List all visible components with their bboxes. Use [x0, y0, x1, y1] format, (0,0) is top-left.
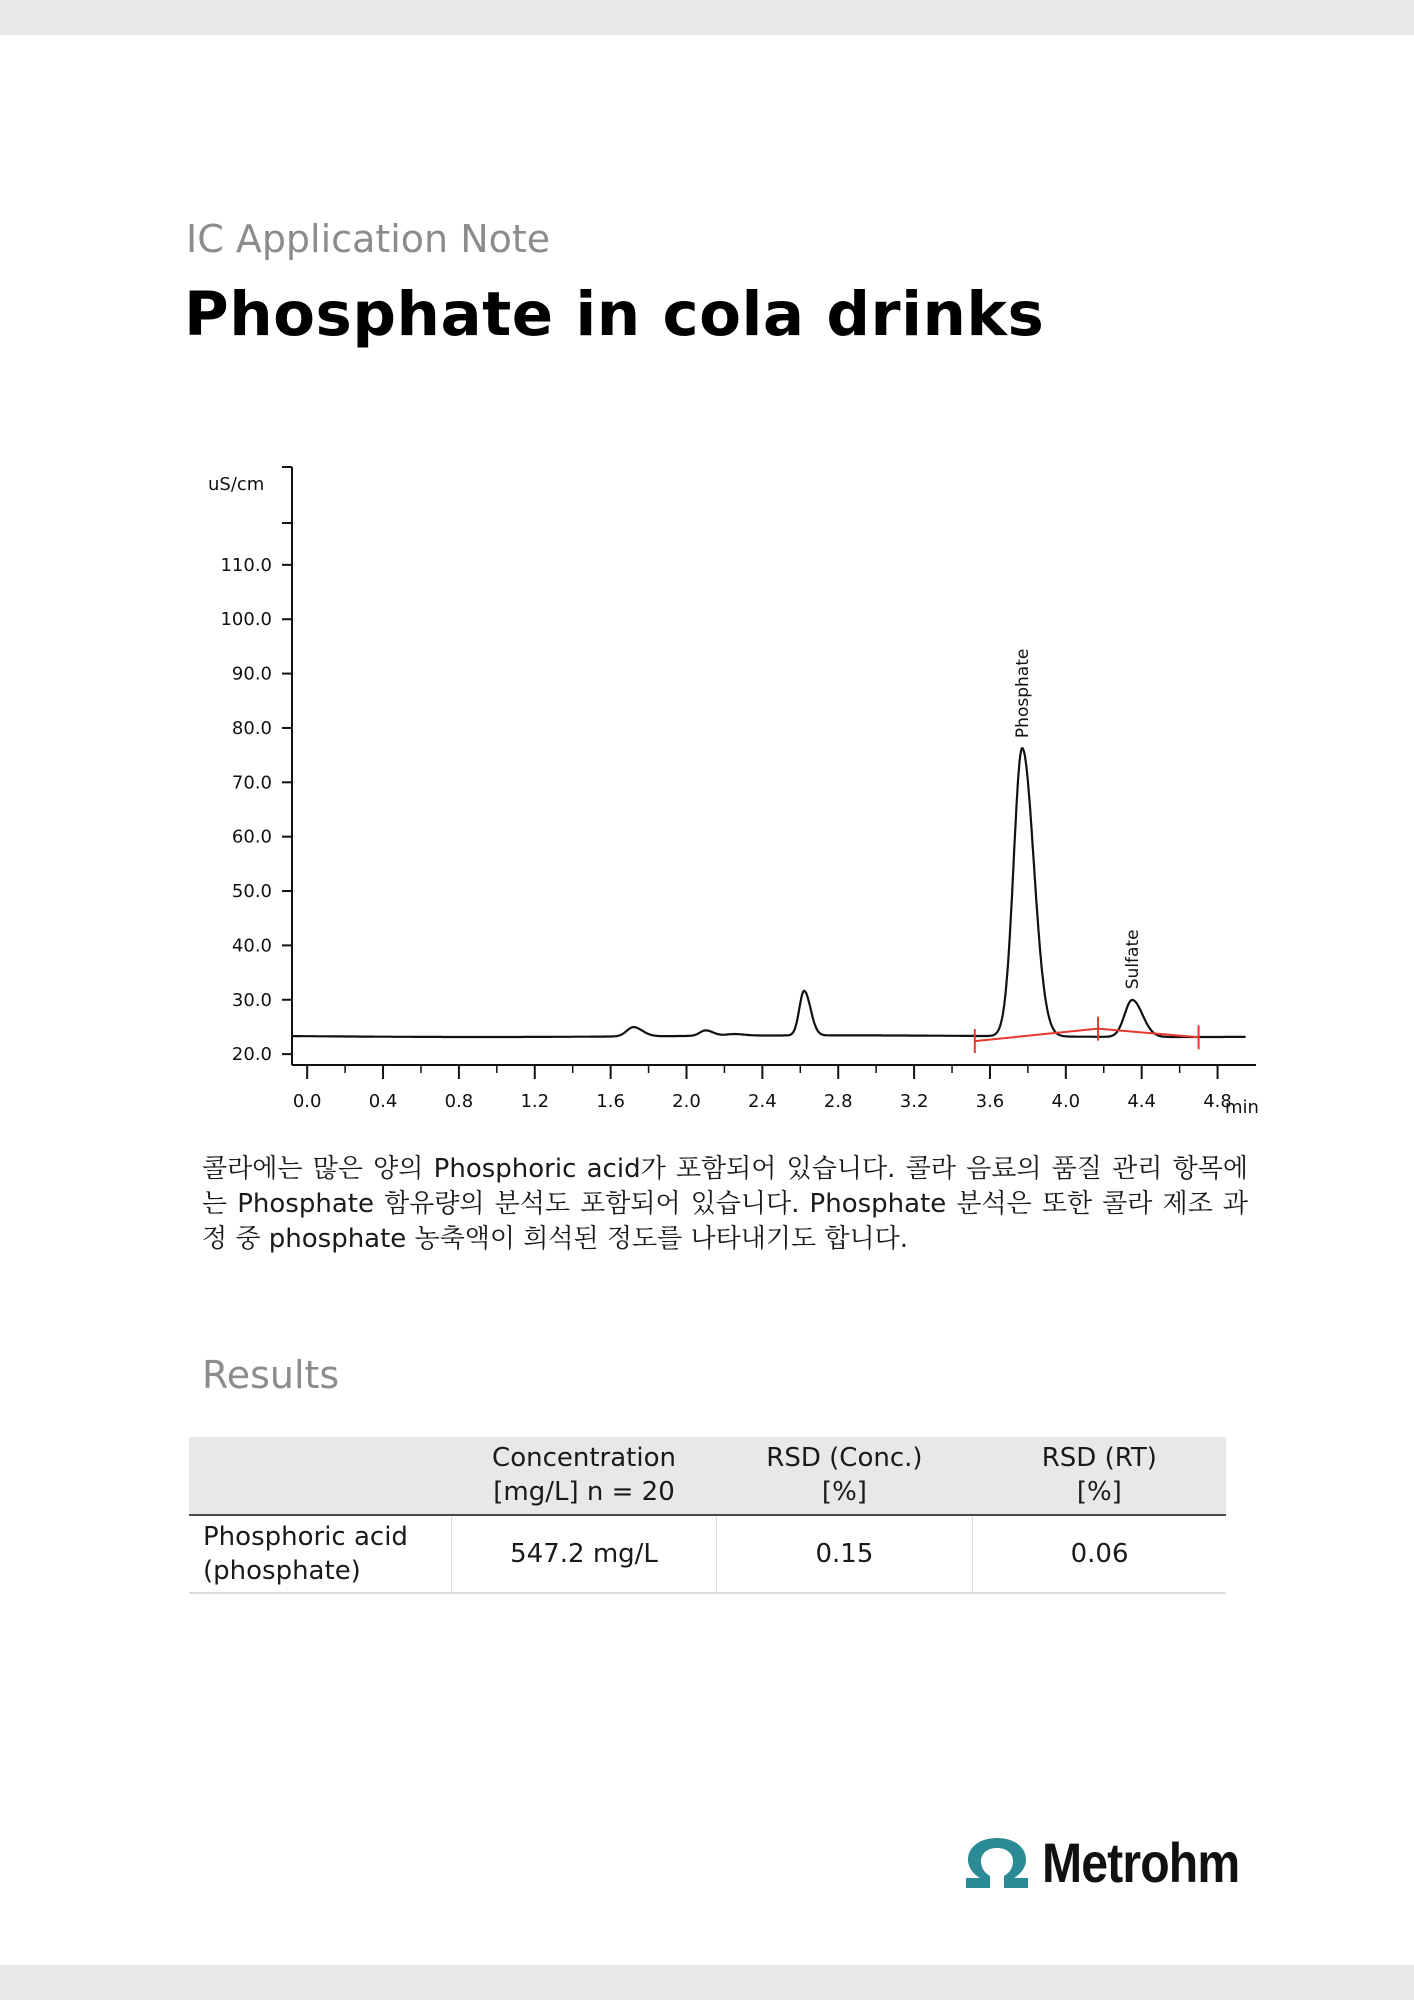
- x-tick-label: 0.4: [368, 1091, 398, 1112]
- header-rsd-rt-line1: RSD (RT): [1041, 1443, 1157, 1473]
- x-tick-label: 0.8: [444, 1091, 474, 1112]
- logo-text: Metrohm: [1042, 1831, 1240, 1894]
- cell-concentration: 547.2 mg/L: [452, 1515, 716, 1593]
- peak-label-sulfate: Sulfate: [1123, 929, 1144, 990]
- x-tick-label: 3.6: [975, 1091, 1005, 1112]
- y-tick-label: 50.0: [231, 881, 272, 903]
- header-concentration-line2: [mg/L] n = 20: [493, 1477, 675, 1507]
- analyte-line2: (phosphate): [203, 1556, 361, 1586]
- table-header-row: [189, 1437, 1226, 1515]
- results-table: [189, 1437, 1226, 1594]
- y-axis-label: uS/cm: [208, 474, 265, 495]
- table-header-empty: [189, 1437, 452, 1515]
- cell-rsd-rt: 0.06: [973, 1515, 1226, 1593]
- analyte-line1: Phosphoric acid: [203, 1522, 408, 1552]
- header-rsd-conc-line1: RSD (Conc.): [766, 1443, 923, 1473]
- table-header-concentration: [452, 1437, 716, 1515]
- header-rsd-rt-line2: [%]: [1076, 1477, 1122, 1507]
- x-tick-label: 1.2: [520, 1091, 550, 1112]
- x-tick-label: 4.4: [1127, 1091, 1157, 1112]
- y-tick-label: 60.0: [231, 826, 272, 848]
- x-tick-label: 0.0: [292, 1091, 322, 1112]
- series-line-conductivity: [292, 748, 1246, 1037]
- table-header-rsd-rt: [973, 1437, 1226, 1515]
- cell-rsd-conc: 0.15: [716, 1515, 972, 1593]
- results-heading: Results: [202, 1353, 340, 1397]
- y-tick-label: 110.0: [220, 554, 272, 576]
- chromatogram-chart: [180, 435, 1260, 1135]
- document-title: Phosphate in cola drinks: [184, 279, 1045, 350]
- x-tick-label: 2.0: [672, 1091, 701, 1112]
- table-header-rsd-conc: [716, 1437, 972, 1515]
- y-tick-label: 20.0: [231, 1044, 272, 1066]
- y-tick-label: 80.0: [231, 717, 272, 739]
- y-tick-label: 40.0: [231, 935, 272, 957]
- y-tick-label: 30.0: [231, 989, 272, 1011]
- integration-baseline: [975, 1029, 1199, 1042]
- y-tick-label: 100.0: [220, 609, 272, 631]
- x-tick-label: 4.0: [1051, 1091, 1081, 1112]
- x-tick-label: 2.4: [748, 1091, 777, 1112]
- y-tick-label: 70.0: [231, 772, 272, 794]
- x-tick-label: 1.6: [596, 1091, 625, 1112]
- page: [0, 35, 1414, 1965]
- cell-analyte: [189, 1515, 452, 1593]
- omega-icon: [962, 1836, 1032, 1890]
- body-paragraph: 콜라에는 많은 양의 Phosphoric acid가 포함되어 있습니다. 콜라 음료의 품질 관리 항목에는 Phosphate 함유량의 분석도 포함되어 있습니다. Phosphate 분석은 또한 콜라 제조 과정 중 phosphate 농축액이 희석된 정도를 나타내기도 합니다.: [202, 1154, 1248, 1254]
- metrohm-logo: [962, 1830, 1271, 1895]
- x-axis-label: min: [1225, 1097, 1259, 1118]
- x-tick-label: 2.8: [823, 1091, 853, 1112]
- x-tick-label: 4.8: [1203, 1091, 1232, 1112]
- header-concentration-line1: Concentration: [492, 1443, 676, 1473]
- table-row: [189, 1515, 1226, 1593]
- x-tick-label: 3.2: [899, 1091, 929, 1112]
- y-tick-label: 90.0: [231, 663, 272, 685]
- peak-label-phosphate: Phosphate: [1013, 648, 1034, 739]
- document-subtitle: IC Application Note: [186, 217, 551, 261]
- header-rsd-conc-line2: [%]: [821, 1477, 867, 1507]
